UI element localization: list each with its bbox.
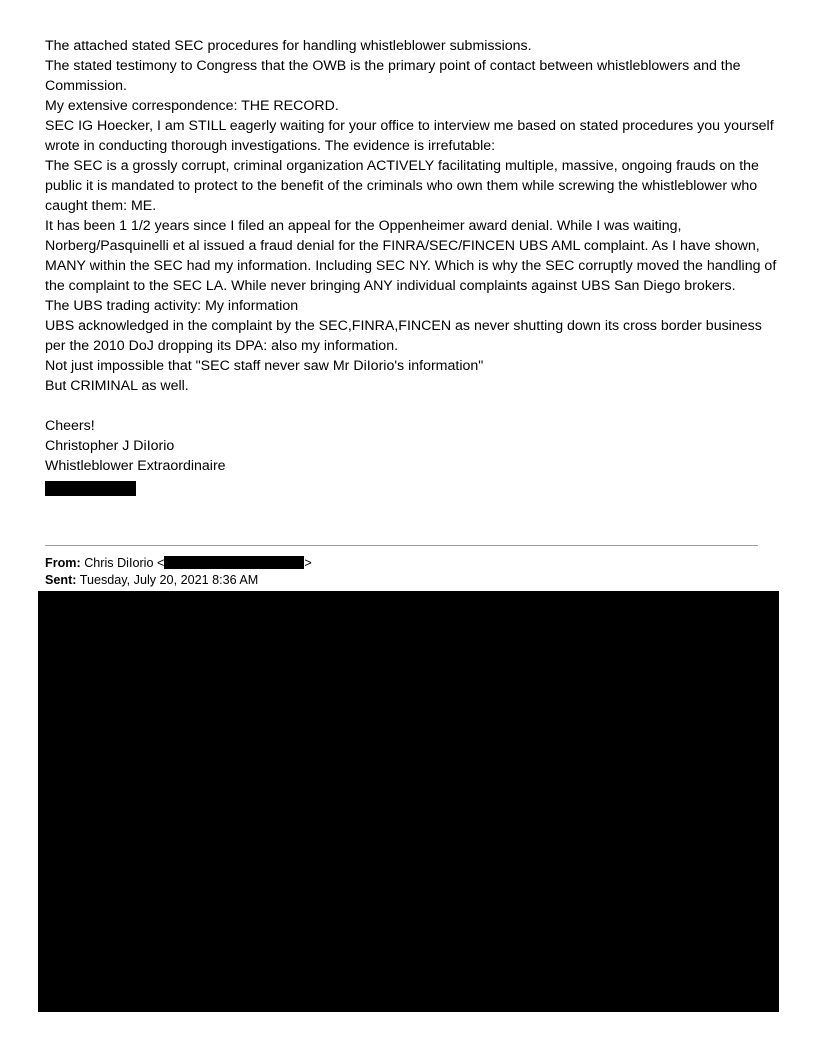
signature-title: Whistleblower Extraordinaire bbox=[45, 458, 226, 474]
sent-value: Tuesday, July 20, 2021 8:36 AM bbox=[79, 573, 259, 587]
body-line: The stated testimony to Congress that the OWB is the primary point of contact between whistleblowers and the Commission. bbox=[45, 58, 741, 94]
signature-name: Christopher J DiIorio bbox=[45, 438, 175, 454]
body-line: UBS acknowledged in the complaint by the SEC,FINRA,FINCEN as never shutting down its cross border business per the 2010 DoJ dropping its DPA: also my information. bbox=[45, 318, 762, 354]
email-redaction bbox=[164, 556, 304, 569]
body-line: But CRIMINAL as well. bbox=[45, 378, 189, 394]
body-line: SEC IG Hoecker, I am STILL eagerly waiting for your office to interview me based on stated procedures you yourself wrote in conducting thorough investigations. The evidence is irrefutable: bbox=[45, 118, 774, 154]
body-line: My extensive correspondence: THE RECORD. bbox=[45, 98, 339, 114]
email-divider bbox=[45, 545, 758, 546]
from-label: From: bbox=[45, 556, 81, 570]
body-line: It has been 1 1/2 years since I filed an appeal for the Oppenheimer award denial. While I was waiting, Norberg/Pasquinelli et al issued a fraud denial for the FINRA/SEC/FINCEN UBS AML complaint. As I have shown, MANY within the SEC had my information. Including SEC NY. Which is why the SEC corruptly moved the handling of the complaint to the SEC LA. While never bringing ANY individual complaints against UBS San Diego brokers. bbox=[45, 218, 777, 294]
body-line: The UBS trading activity: My information bbox=[45, 298, 299, 314]
email-body bbox=[45, 36, 780, 496]
sent-line bbox=[45, 572, 312, 589]
body-line: The attached stated SEC procedures for handling whistleblower submissions. bbox=[45, 38, 532, 54]
from-name: Chris DiIorio < bbox=[84, 556, 165, 570]
from-close: > bbox=[304, 556, 312, 570]
spacer bbox=[45, 396, 780, 416]
signature-closing: Cheers! bbox=[45, 418, 95, 434]
sent-label: Sent: bbox=[45, 573, 77, 587]
forwarded-header bbox=[45, 555, 312, 589]
body-line: The SEC is a grossly corrupt, criminal organization ACTIVELY facilitating multiple, massive, ongoing frauds on the public it is mandated to protect to the benefit of the criminals who own them while screwing the whistleblower who caught them: ME. bbox=[45, 158, 759, 214]
body-redaction bbox=[38, 591, 779, 1012]
signature-redaction bbox=[45, 481, 136, 496]
from-line bbox=[45, 555, 312, 572]
body-line: Not just impossible that "SEC staff never saw Mr DiIorio's information" bbox=[45, 358, 484, 374]
